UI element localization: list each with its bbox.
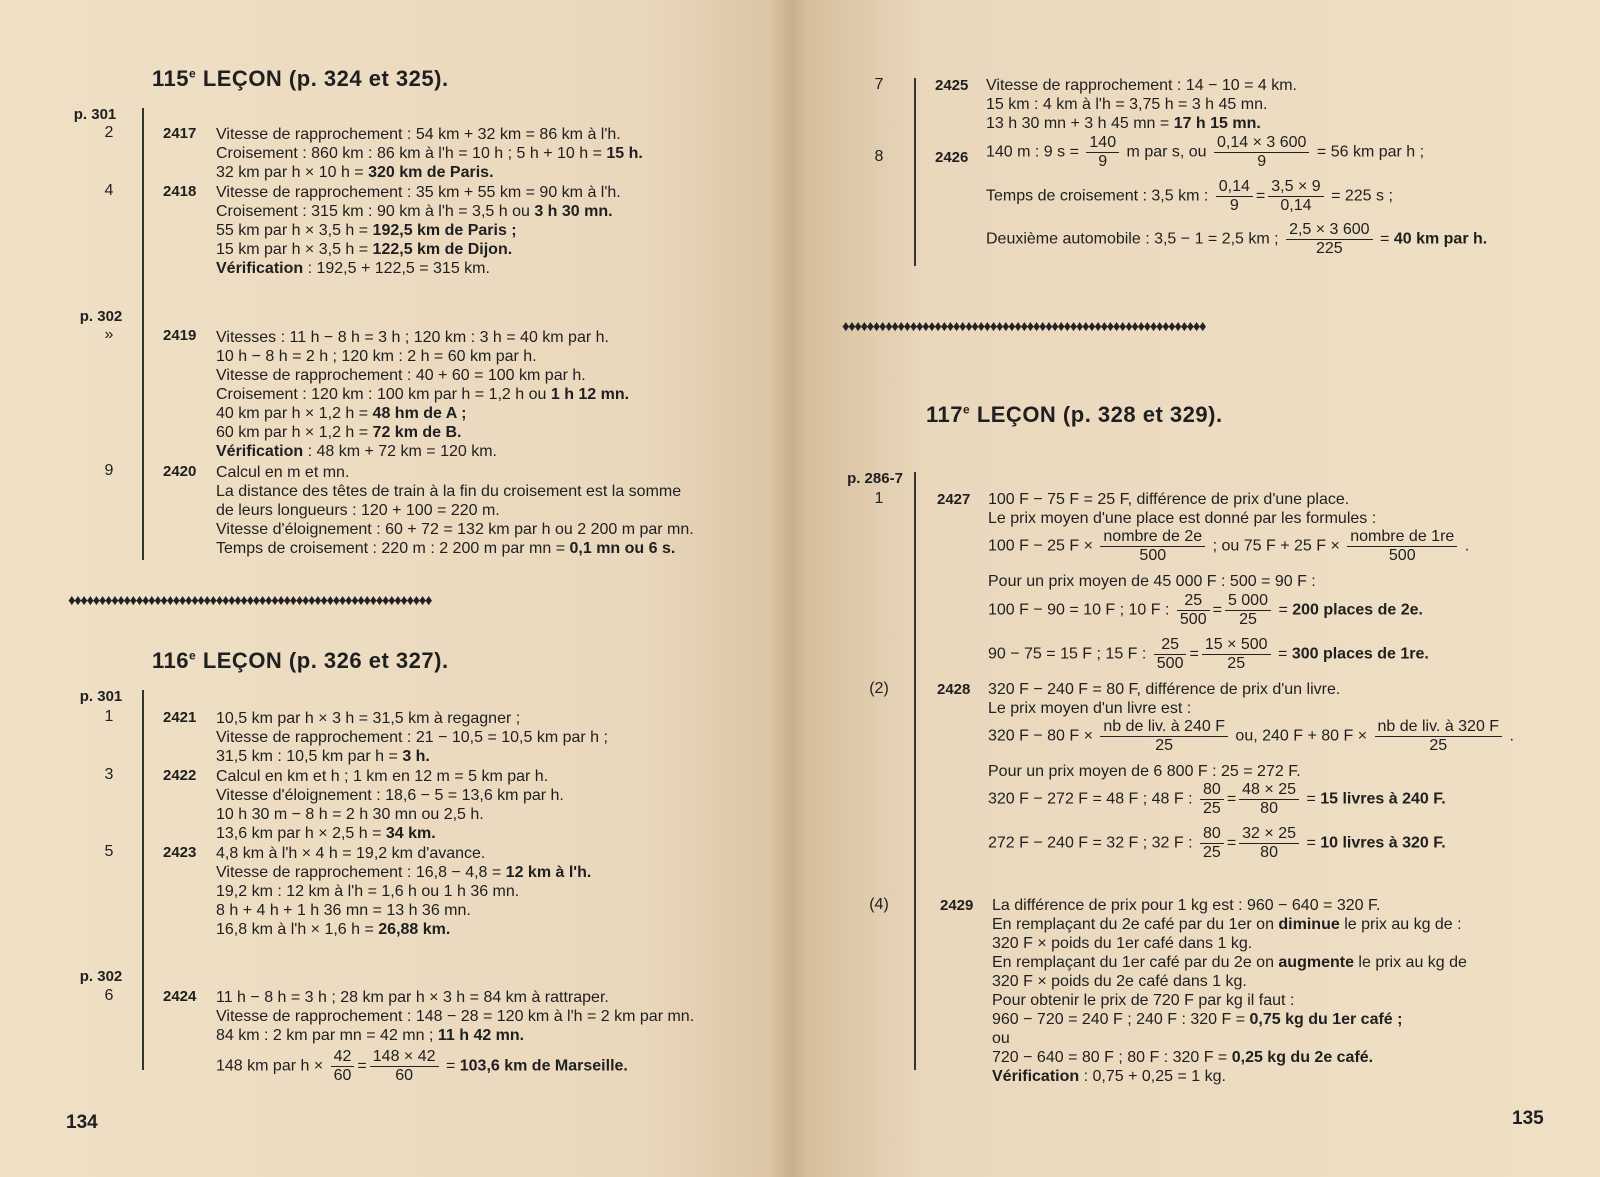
text-line: Croisement : 860 km : 86 km à l'h = 10 h ; 5 h + 10 h = 15 h. [216, 145, 643, 162]
lesson-117-heading: 117e LEÇON (p. 328 et 329). [926, 402, 1223, 427]
text-line: 10 h 30 m − 8 h = 2 h 30 mn ou 2,5 h. [216, 806, 484, 823]
text-line: 15 km par h × 3,5 h = 122,5 km de Dijon. [216, 241, 513, 258]
text-line: 32 km par h × 10 h = 320 km de Paris. [216, 164, 494, 181]
exercise-number: 2420 [163, 463, 197, 480]
text-line: 19,2 km : 12 km à l'h = 1,6 h ou 1 h 36 mn. [216, 883, 520, 900]
text-line: Vitesse de rapprochement : 40 + 60 = 100 km par h. [216, 367, 586, 384]
text-line: 13,6 km par h × 2,5 h = 34 km. [216, 825, 436, 842]
problem-number: 3 [104, 766, 114, 783]
text-line: 13 h 30 mn + 3 h 45 mn = 17 h 15 mn. [986, 115, 1261, 132]
formula-line: 140 m : 9 s = $\frac{140}{9}$ m par s, ou $\frac{0,14 \times 3 600}{9}$ = 56 km par h ; [986, 134, 1425, 170]
problem-number: 4 [104, 182, 114, 199]
right-page [800, 0, 1600, 1177]
formula-line: 320 F − 80 F × $\frac{\text{nb de liv. à 240 F}}{25}$ ou, 240 F + 80 F × $\frac{\text{nb de liv. à 320 F}}{25}$ . [988, 718, 1514, 754]
formula-line: 90 − 75 = 15 F ; 15 F : $\frac{25}{500}$ = $\frac{15 \times 500}{25}$ = 300 places de 1re. [988, 636, 1429, 672]
page-ref: p. 286-7 [847, 470, 903, 487]
text-line: Temps de croisement : 220 m : 2 200 m par mn = 0,1 mn ou 6 s. [216, 540, 676, 557]
problem-number: 1 [874, 490, 884, 507]
text-line: 10 h − 8 h = 2 h ; 120 km : 2 h = 60 km par h. [216, 348, 537, 365]
fraction: $\frac{\text{nombre de 2e}}{500}$ [1100, 528, 1205, 565]
text-line: 60 km par h × 1,2 h = 72 km de B. [216, 424, 462, 441]
lesson-115-heading: 115e LEÇON (p. 324 et 325). [152, 66, 449, 91]
text-line: Calcul en km et h ; 1 km en 12 m = 5 km par h. [216, 768, 549, 785]
problem-number: (4) [869, 896, 889, 913]
fraction: $\frac{148 \times 42}{60}$ [370, 1048, 439, 1085]
problem-number: 7 [874, 76, 884, 93]
text-line: Le prix moyen d'un livre est : [988, 700, 1192, 717]
text-line: Vitesse de rapprochement : 35 km + 55 km = 90 km à l'h. [216, 184, 621, 201]
fraction: $\frac{48 \times 25}{80}$ [1239, 781, 1299, 818]
text-line: 15 km : 4 km à l'h = 3,75 h = 3 h 45 mn. [986, 96, 1268, 113]
exercise-number: 2417 [163, 125, 197, 142]
exercise-number: 2421 [163, 709, 197, 726]
text-line: Pour un prix moyen de 45 000 F : 500 = 90 F : [988, 573, 1316, 590]
text-line: Pour obtenir le prix de 720 F par kg il faut : [992, 992, 1295, 1009]
problem-number: 5 [104, 843, 114, 860]
text-line: En remplaçant du 1er café par du 2e on augmente le prix au kg de [992, 954, 1467, 971]
problem-number: 6 [104, 987, 114, 1004]
text-line: 320 F × poids du 1er café dans 1 kg. [992, 935, 1253, 952]
text-line: 31,5 km : 10,5 km par h = 3 h. [216, 748, 430, 765]
text-line: Vitesse de rapprochement : 16,8 − 4,8 = 12 km à l'h. [216, 864, 592, 881]
text-line: 55 km par h × 3,5 h = 192,5 km de Paris ; [216, 222, 517, 239]
fraction: $\frac{\text{nombre de 1re}}{500}$ [1347, 528, 1457, 565]
ditto-mark: » [104, 326, 114, 343]
exercise-number: 2423 [163, 844, 197, 861]
text-line: 16,8 km à l'h × 1,6 h = 26,88 km. [216, 921, 451, 938]
text-line: Vitesses : 11 h − 8 h = 3 h ; 120 km : 3 h = 40 km par h. [216, 329, 609, 346]
text-line: 10,5 km par h × 3 h = 31,5 km à regagner ; [216, 710, 521, 727]
exercise-number: 2418 [163, 183, 197, 200]
exercise-number: 2422 [163, 767, 197, 784]
margin-rule [914, 78, 916, 266]
exercise-number: 2427 [937, 491, 971, 508]
text-line: Croisement : 315 km : 90 km à l'h = 3,5 h ou 3 h 30 mn. [216, 203, 613, 220]
fraction: $\frac{\text{nb de liv. à 320 F}}{25}$ [1375, 718, 1503, 755]
exercise-number: 2425 [935, 77, 969, 94]
margin-rule [914, 472, 916, 1070]
fraction: $\frac{0,14}{9}$ [1216, 178, 1253, 215]
exercise-number: 2428 [937, 681, 971, 698]
ornamental-divider: ♦♦♦♦♦♦♦♦♦♦♦♦♦♦♦♦♦♦♦♦♦♦♦♦♦♦♦♦♦♦♦♦♦♦♦♦♦♦♦♦♦♦♦♦♦♦♦♦♦♦♦♦♦♦♦♦♦♦♦ [68, 592, 432, 609]
text-line: Pour un prix moyen de 6 800 F : 25 = 272 F. [988, 763, 1301, 780]
text-line: Vitesse de rapprochement : 54 km + 32 km = 86 km à l'h. [216, 126, 621, 143]
text-line: 960 − 720 = 240 F ; 240 F : 320 F = 0,75 kg du 1er café ; [992, 1011, 1403, 1028]
formula-line: 100 F − 90 = 10 F ; 10 F : $\frac{25}{500}$ = $\frac{5 000}{25}$ = 200 places de 2e. [988, 592, 1423, 628]
fraction: $\frac{42}{60}$ [331, 1048, 355, 1085]
text-line: Vitesse de rapprochement : 14 − 10 = 4 km. [986, 77, 1297, 94]
text-line: 40 km par h × 1,2 h = 48 hm de A ; [216, 405, 467, 422]
fraction: $\frac{25}{500}$ [1177, 592, 1210, 629]
margin-rule [142, 108, 144, 560]
fraction: $\frac{15 \times 500}{25}$ [1202, 636, 1271, 673]
fraction: $\frac{5 000}{25}$ [1225, 592, 1271, 629]
text-line: Vitesse d'éloignement : 18,6 − 5 = 13,6 km par h. [216, 787, 564, 804]
text-line: La distance des têtes de train à la fin du croisement est la somme [216, 483, 682, 500]
text-line: 320 F × poids du 2e café dans 1 kg. [992, 973, 1247, 990]
page-ref: p. 301 [79, 688, 123, 705]
fraction: $\frac{80}{25}$ [1200, 781, 1224, 818]
text-line: ou [992, 1030, 1010, 1047]
text-line: Vérification : 192,5 + 122,5 = 315 km. [216, 260, 490, 277]
text-line: Vitesse de rapprochement : 21 − 10,5 = 10,5 km par h ; [216, 729, 608, 746]
exercise-number: 2429 [940, 897, 974, 914]
formula-line: Deuxième automobile : 3,5 − 1 = 2,5 km ; $\frac{2,5 \times 3 600}{225}$ = 40 km par h. [986, 221, 1488, 257]
exercise-number: 2424 [163, 988, 197, 1005]
fraction: $\frac{2,5 \times 3 600}{225}$ [1286, 221, 1373, 258]
text-line: Vitesse de rapprochement : 148 − 28 = 120 km à l'h = 2 km par mn. [216, 1008, 695, 1025]
ornamental-divider: ♦♦♦♦♦♦♦♦♦♦♦♦♦♦♦♦♦♦♦♦♦♦♦♦♦♦♦♦♦♦♦♦♦♦♦♦♦♦♦♦♦♦♦♦♦♦♦♦♦♦♦♦♦♦♦♦♦♦♦ [842, 318, 1206, 335]
text-line: 100 F − 75 F = 25 F, différence de prix d'une place. [988, 491, 1350, 508]
text-line: Vérification : 0,75 + 0,25 = 1 kg. [992, 1068, 1226, 1085]
fraction: $\frac{32 \times 25}{80}$ [1239, 825, 1299, 862]
formula-line: 100 F − 25 F × $\frac{\text{nombre de 2e}}{500}$ ; ou 75 F + 25 F × $\frac{\text{nombre de 1re}}{500}$ . [988, 528, 1470, 564]
text-line: 320 F − 240 F = 80 F, différence de prix d'un livre. [988, 681, 1341, 698]
page-ref: p. 302 [79, 968, 123, 985]
page-number: 135 [1512, 1108, 1544, 1129]
problem-number: 8 [874, 148, 884, 165]
problem-number: 1 [104, 708, 114, 725]
page-number: 134 [66, 1112, 98, 1133]
fraction: $\frac{80}{25}$ [1200, 825, 1224, 862]
text-line: 11 h − 8 h = 3 h ; 28 km par h × 3 h = 84 km à rattraper. [216, 989, 609, 1006]
fraction: $\frac{0,14 \times 3 600}{9}$ [1214, 134, 1309, 171]
page-ref: p. 302 [79, 308, 123, 325]
text-line: Le prix moyen d'une place est donné par les formules : [988, 510, 1377, 527]
problem-number: 9 [104, 462, 114, 479]
fraction: $\frac{\text{nb de liv. à 240 F}}{25}$ [1100, 718, 1228, 755]
fraction: $\frac{140}{9}$ [1086, 134, 1119, 171]
formula-line: 272 F − 240 F = 32 F ; 32 F : $\frac{80}{25}$ = $\frac{32 \times 25}{80}$ = 10 livres à 320 F. [988, 825, 1446, 861]
text-line: 84 km : 2 km par mn = 42 mn ; 11 h 42 mn. [216, 1027, 525, 1044]
exercise-number: 2419 [163, 327, 197, 344]
text-line: La différence de prix pour 1 kg est : 960 − 640 = 320 F. [992, 897, 1381, 914]
text-line: Vérification : 48 km + 72 km = 120 km. [216, 443, 497, 460]
exercise-number: 2426 [935, 149, 969, 166]
text-line: En remplaçant du 2e café par du 1er on diminue le prix au kg de : [992, 916, 1462, 933]
text-line: 720 − 640 = 80 F ; 80 F : 320 F = 0,25 kg du 2e café. [992, 1049, 1374, 1066]
text-line: Croisement : 120 km : 100 km par h = 1,2 h ou 1 h 12 mn. [216, 386, 630, 403]
problem-number: (2) [869, 680, 889, 697]
text-line: 4,8 km à l'h × 4 h = 19,2 km d'avance. [216, 845, 486, 862]
fraction: $\frac{25}{500}$ [1154, 636, 1187, 673]
text-line: de leurs longueurs : 120 + 100 = 220 m. [216, 502, 500, 519]
formula-line: Temps de croisement : 3,5 km : $\frac{0,14}{9}$ = $\frac{3,5 \times 9}{0,14}$ = 225 s ; [986, 178, 1393, 214]
text-line: Calcul en m et mn. [216, 464, 350, 481]
text-line: Vitesse d'éloignement : 60 + 72 = 132 km par h ou 2 200 m par mn. [216, 521, 694, 538]
formula-line: 320 F − 272 F = 48 F ; 48 F : $\frac{80}{25}$ = $\frac{48 \times 25}{80}$ = 15 livres à 240 F. [988, 781, 1446, 817]
problem-number: 2 [104, 124, 114, 141]
lesson-116-heading: 116e LEÇON (p. 326 et 327). [152, 648, 449, 673]
margin-rule [142, 690, 144, 1070]
fraction: $\frac{3,5 \times 9}{0,14}$ [1268, 178, 1323, 215]
formula-line: 148 km par h × $\frac{42}{60}$ = $\frac{148 \times 42}{60}$ = 103,6 km de Marseille. [216, 1048, 628, 1084]
text-line: 8 h + 4 h + 1 h 36 mn = 13 h 36 mn. [216, 902, 471, 919]
page-ref: p. 301 [73, 106, 117, 123]
